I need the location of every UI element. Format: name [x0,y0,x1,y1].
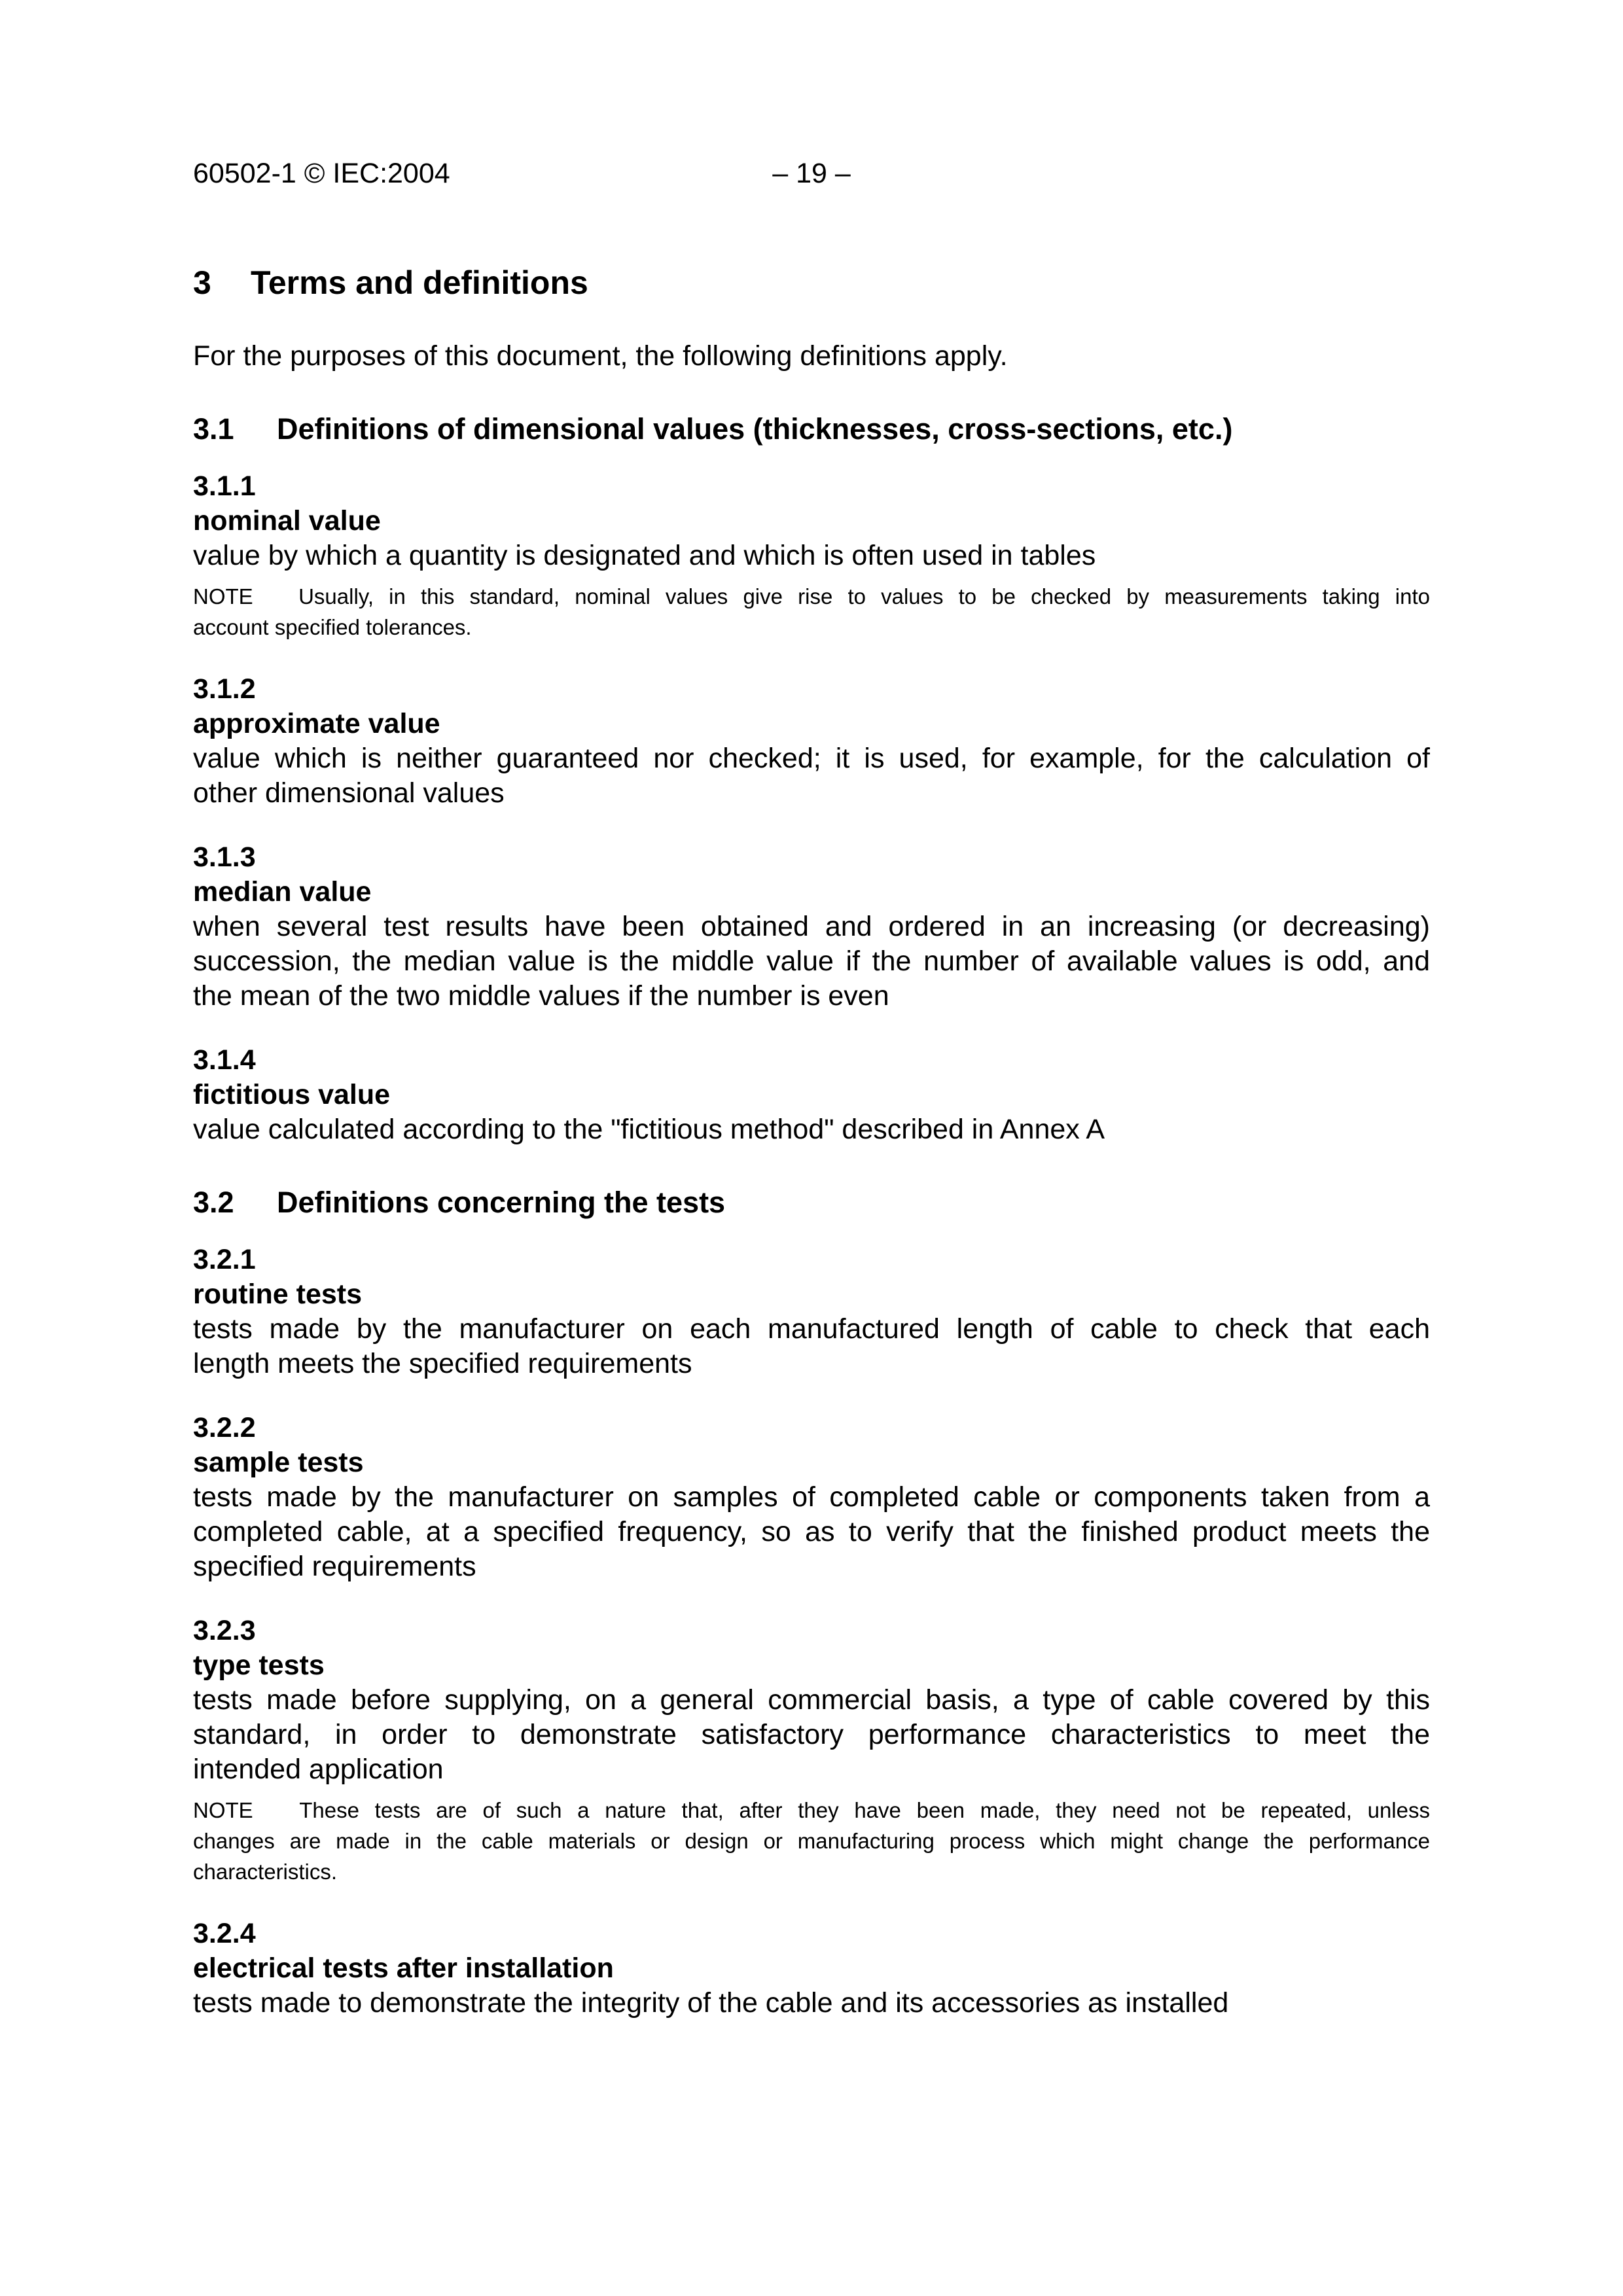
definition-3-2-3 [193,1614,1430,1887]
clause-3-number: 3 [193,264,211,301]
definition-text-line: the mean of the two middle values if the number is even [193,980,889,1012]
definition-text-line: value calculated according to the "fictitious method" described in Annex A [193,1114,1105,1145]
page-number: – 19 – [772,158,851,189]
note-line: NOTE These tests are of such a nature that, after they have been made, they need not be repeated, unless [193,1798,1430,1822]
definition-text-line: tests made to demonstrate the integrity of the cable and its accessories as installed [193,1987,1229,2019]
definition-number: 3.1.2 [193,673,256,705]
definition-3-1-2 [193,672,1430,811]
definition-number: 3.2.3 [193,1615,256,1646]
clause-3-1-number: 3.1 [193,412,234,446]
definition-text-line: tests made before supplying, on a general commercial basis, a type of cable covered by this [193,1684,1430,1716]
definition-text-line: standard, in order to demonstrate satisfactory performance characteristics to meet the [193,1719,1430,1750]
definition-3-1-3 [193,840,1430,1014]
definition-term: nominal value [193,505,381,537]
definition-text-line: tests made by the manufacturer on each manufactured length of cable to check that each [193,1313,1430,1345]
note-line: changes are made in the cable materials or design or manufacturing process which might change the performance [193,1829,1430,1853]
clause-3-2-number: 3.2 [193,1186,234,1219]
note-3-1-1 [193,581,1430,643]
clause-3-1-title: Definitions of dimensional values (thicknesses, cross-sections, etc.) [277,412,1233,446]
clause-3-1-heading [193,412,1430,446]
definition-text-line: succession, the median value is the middle value if the number of available values is odd, and [193,945,1430,977]
definition-number: 3.2.4 [193,1918,256,1949]
definition-term: fictitious value [193,1079,391,1110]
definition-text-line: other dimensional values [193,777,505,809]
note-3-2-3 [193,1795,1430,1887]
page-header [193,159,1430,188]
doc-reference: 60502-1 © IEC:2004 [193,158,450,189]
intro-paragraph: For the purposes of this document, the following definitions apply. [193,340,1008,372]
clause-3-title: Terms and definitions [251,264,588,301]
definition-number: 3.2.1 [193,1244,256,1275]
definition-term: median value [193,876,372,908]
clause-3-2-title: Definitions concerning the tests [277,1186,726,1219]
definition-number: 3.1.4 [193,1044,256,1076]
definition-term: electrical tests after installation [193,1952,614,1984]
definition-text-line: completed cable, at a specified frequency, so as to verify that the finished product meets the [193,1516,1430,1547]
definition-3-1-4 [193,1043,1430,1147]
definition-text-line: intended application [193,1754,444,1785]
note-line: NOTE Usually, in this standard, nominal values give rise to values to be checked by measurements taking into [193,584,1430,609]
definition-term: type tests [193,1650,325,1681]
clause-3-heading [193,263,1430,302]
definition-3-2-4 [193,1916,1430,2021]
definition-term: routine tests [193,1279,363,1310]
definition-text-line: value by which a quantity is designated and which is often used in tables [193,540,1096,571]
definition-term: sample tests [193,1447,364,1478]
definition-text-line: specified requirements [193,1551,476,1582]
definition-text-line: length meets the specified requirements [193,1348,692,1379]
definition-text-line: tests made by the manufacturer on samples of completed cable or components taken from a [193,1481,1430,1513]
definition-number: 3.1.1 [193,470,256,502]
definition-text-line: value which is neither guaranteed nor checked; it is used, for example, for the calculation of [193,743,1430,774]
definition-3-2-2 [193,1411,1430,1584]
definition-number: 3.1.3 [193,841,256,873]
definition-number: 3.2.2 [193,1412,256,1443]
definition-3-1-1 [193,469,1430,643]
definition-3-2-1 [193,1243,1430,1381]
definition-term: approximate value [193,708,440,739]
note-line: account specified tolerances. [193,615,472,639]
definition-text-line: when several test results have been obtained and ordered in an increasing (or decreasing) [193,911,1430,942]
note-line: characteristics. [193,1860,338,1884]
clause-3-2-heading [193,1185,1430,1220]
